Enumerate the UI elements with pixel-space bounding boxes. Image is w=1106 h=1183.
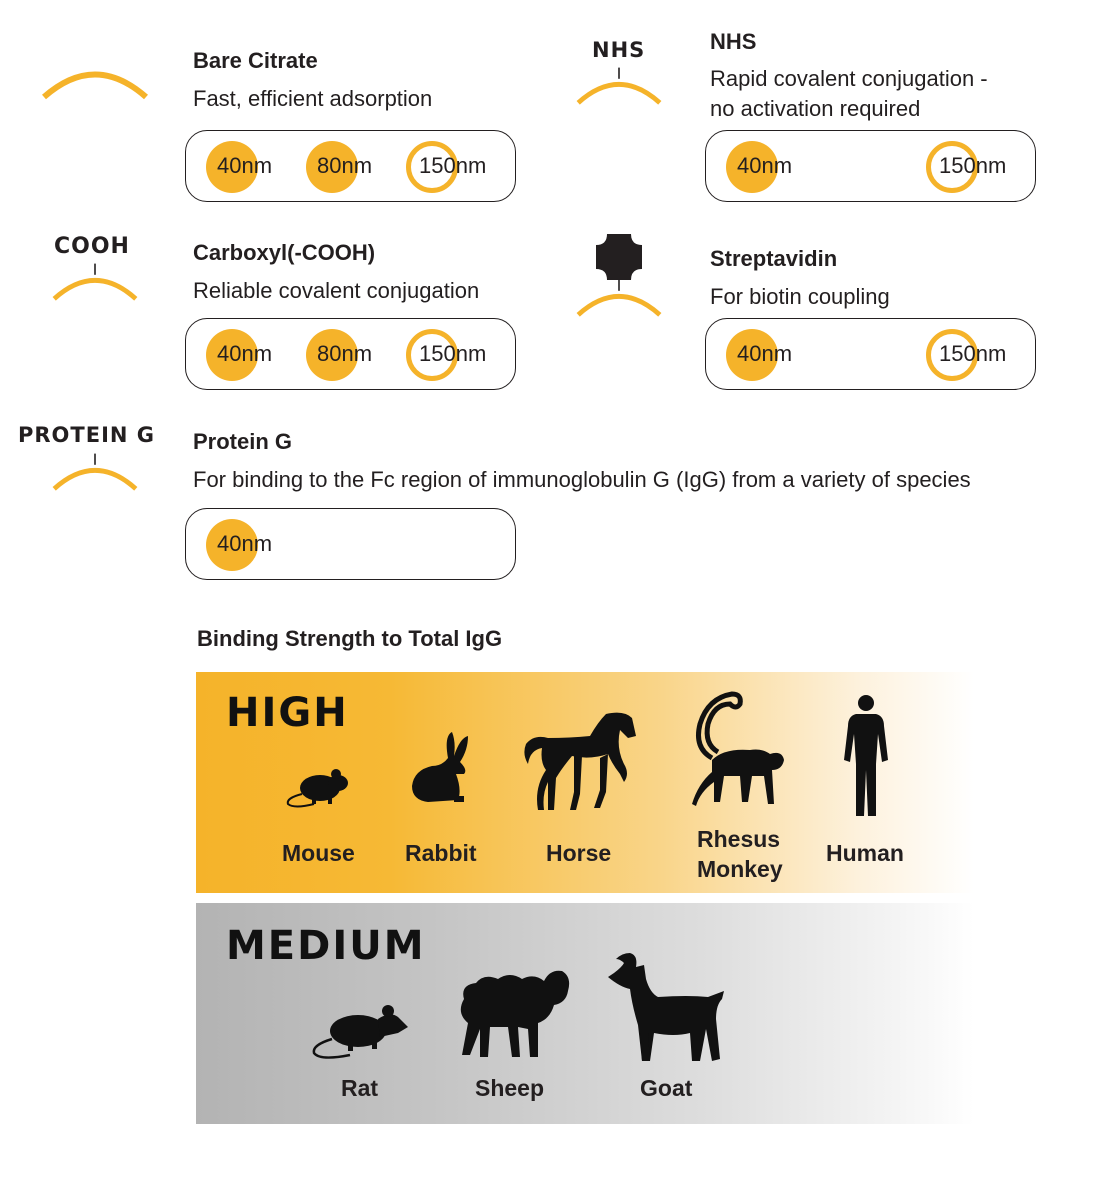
- binding-heading: Binding Strength to Total IgG: [197, 626, 503, 651]
- size-label: 80nm: [317, 341, 373, 366]
- product-title-protein-g: Protein G: [193, 429, 293, 454]
- streptavidin-icon: [594, 232, 644, 282]
- size-label: 80nm: [317, 153, 373, 178]
- species-mouse: Mouse: [282, 840, 355, 866]
- species-rat: Rat: [341, 1075, 379, 1101]
- product-desc-cooh: Reliable covalent conjugation: [193, 278, 480, 303]
- size-label: 40nm: [737, 153, 793, 178]
- high-binding-band: [196, 672, 974, 893]
- goat-icon: [604, 949, 728, 1065]
- species-sheep: Sheep: [475, 1075, 545, 1101]
- size-label: 40nm: [737, 341, 793, 366]
- high-label: HIGH: [226, 690, 349, 736]
- size-label: 150nm: [939, 153, 1007, 178]
- citrate-surface-icon: [40, 62, 150, 102]
- rat-icon: [310, 1003, 410, 1063]
- nhs-surface-icon: [564, 66, 674, 106]
- nhs-tag: NHS: [592, 38, 646, 62]
- medium-binding-band: [196, 903, 974, 1124]
- horse-icon: [520, 708, 640, 814]
- size-options-protein-g: [185, 508, 516, 580]
- species-rabbit: Rabbit: [405, 840, 477, 866]
- monkey-icon: [690, 688, 786, 810]
- cooh-tag: COOH: [54, 234, 130, 259]
- species-goat: Goat: [640, 1075, 693, 1101]
- size-label: 150nm: [419, 153, 487, 178]
- protein-g-surface-icon: [40, 452, 150, 492]
- product-title-streptavidin: Streptavidin: [710, 246, 838, 271]
- size-label: 40nm: [217, 153, 273, 178]
- mouse-icon: [284, 768, 354, 810]
- product-desc-nhs-2: no activation required: [710, 96, 921, 121]
- protein-g-tag: PROTEIN G: [18, 423, 156, 447]
- product-desc-protein-g: For binding to the Fc region of immunoglobulin G (IgG) from a variety of species: [193, 467, 971, 492]
- rabbit-icon: [408, 730, 472, 806]
- size-options-citrate: [185, 130, 516, 202]
- product-desc-nhs-1: Rapid covalent conjugation -: [710, 66, 988, 91]
- size-label: 40nm: [217, 341, 273, 366]
- species-horse: Horse: [546, 840, 612, 866]
- size-options-streptavidin: [705, 318, 1036, 390]
- product-desc-streptavidin: For biotin coupling: [710, 284, 890, 309]
- streptavidin-surface-icon: [564, 278, 674, 318]
- cooh-surface-icon: [40, 262, 150, 302]
- sheep-icon: [454, 965, 572, 1061]
- size-options-cooh: [185, 318, 516, 390]
- product-title-cooh: Carboxyl(-COOH): [193, 240, 376, 265]
- size-label: 150nm: [939, 341, 1007, 366]
- medium-label: MEDIUM: [226, 923, 426, 969]
- size-label: 150nm: [419, 341, 487, 366]
- species-monkey: Monkey: [697, 856, 783, 882]
- size-options-nhs: [705, 130, 1036, 202]
- species-human: Human: [826, 840, 904, 866]
- human-icon: [842, 694, 890, 820]
- size-label: 40nm: [217, 531, 273, 556]
- product-title-nhs: NHS: [710, 29, 757, 54]
- species-rhesus: Rhesus: [697, 826, 781, 852]
- product-desc-citrate: Fast, efficient adsorption: [193, 86, 433, 111]
- product-title-citrate: Bare Citrate: [193, 48, 318, 73]
